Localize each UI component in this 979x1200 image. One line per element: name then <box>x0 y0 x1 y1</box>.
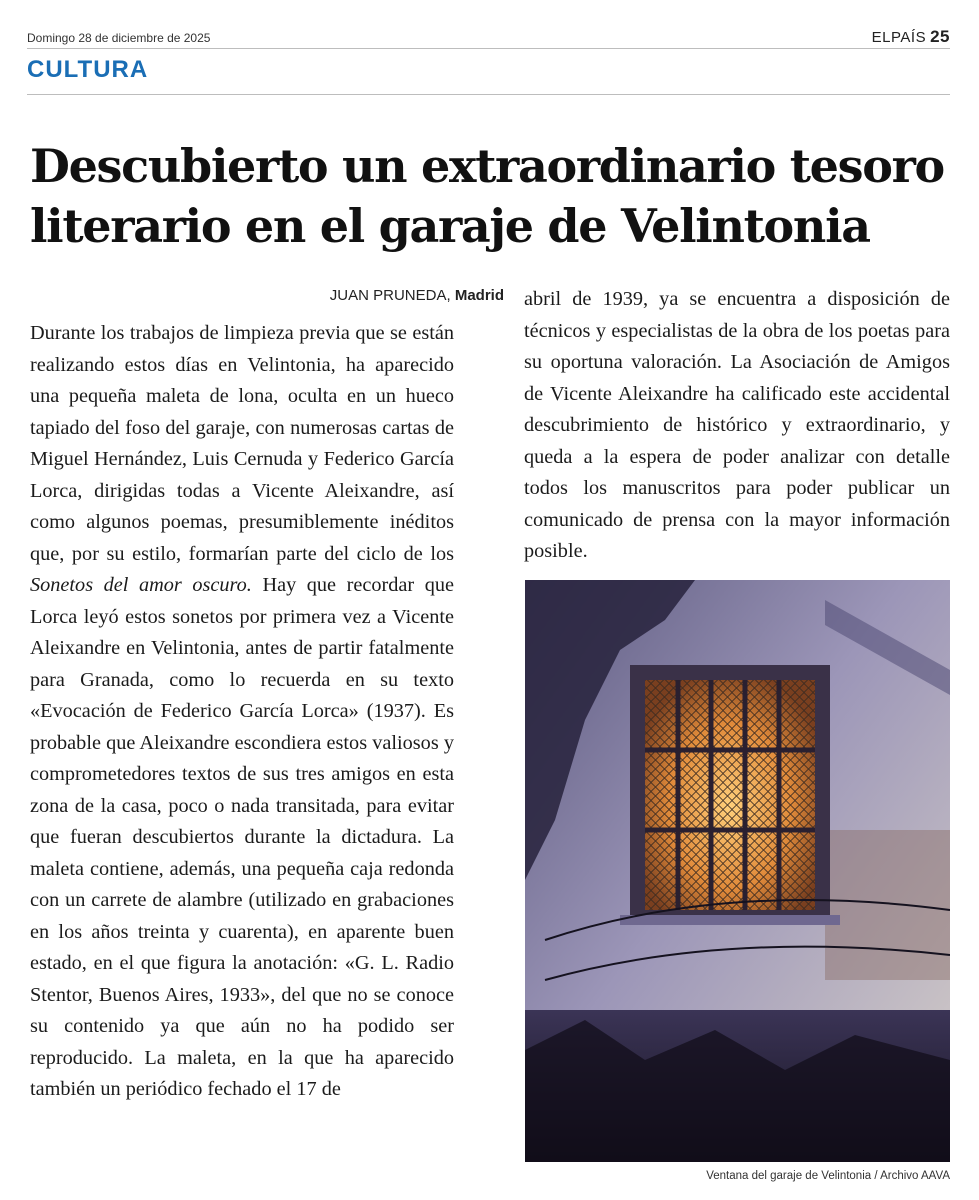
window-sill <box>620 915 840 925</box>
article-photo <box>525 580 950 1162</box>
headline-line-2: literario en el garaje de Velintonia <box>30 199 870 253</box>
publication-date: Domingo 28 de diciembre de 2025 <box>27 31 211 45</box>
body-text-3: abril de 1939, ya se encuentra a disposición de técnicos y especialistas de la obra de los poetas para su oportuna valoración. La Asociación de Amigos de Vicente Aleixandre ha calificado este accidental descubrimiento de histórico y extraordinario, y queda a la espera de poder analizar con detalle todos los manuscritos para poder publicar un comunicado de prensa con la mayor información posible. <box>524 288 950 562</box>
article-column-2 <box>524 284 950 568</box>
section-rule <box>27 94 950 95</box>
body-text-2: Hay que recordar que Lorca leyó estos sonetos por primera vez a Vicente Aleixandre en Velintonia, antes de partir fatalmente para Granada, como lo recuerda en su texto «Evocación de Federico García Lorca» (1937). Es probable que Aleixandre escondiera estos valiosos y comprometedores textos de sus tres amigos en esta zona de la casa, poco o nada transitada, para evitar que fueran descubiertos durante la dictadura. La maleta contiene, además, una pequeña caja redonda con un carrete de alambre (utilizado en grabaciones en los años treinta y cuarenta), en aparente buen estado, en el que figura la anotación: «G. L. Radio Stentor, Buenos Aires, 1933», del que no se conoce su contenido ya que aún no ha podido ser reproducido. La maleta, en la que ha aparecido también un periódico fechado el 17 de <box>30 574 454 1100</box>
byline <box>330 287 504 304</box>
headline-line-1: Descubierto un extraordinario tesoro <box>30 139 944 193</box>
masthead <box>872 27 950 47</box>
italic-title: Sonetos del amor oscuro. <box>30 574 252 596</box>
article-column-1 <box>30 318 454 1106</box>
body-text-1: Durante los trabajos de limpieza previa que se están realizando estos días en Velintonia, ha aparecido una pequeña maleta de lona, oculta en un hueco tapiado del foso del garaje, con numerosas cartas de Miguel Hernández, Luis Cernuda y Federico García Lorca, dirigidas todas a Vicente Aleixandre, así como algunos poemas, presumiblemente inéditos que, por su estilo, formarían parte del ciclo de los <box>30 322 454 565</box>
window-mesh <box>645 680 815 910</box>
brick-patch <box>825 830 950 980</box>
newspaper-name: ELPAÍS <box>871 29 927 46</box>
headline <box>30 136 960 256</box>
page-header <box>27 27 950 49</box>
page-number: 25 <box>930 27 950 46</box>
header-rule <box>27 48 950 49</box>
section-label: CULTURA <box>27 56 149 83</box>
byline-location: Madrid <box>454 287 504 304</box>
photo-caption: Ventana del garaje de Velintonia / Archivo AAVA <box>706 1170 950 1182</box>
byline-author: JUAN PRUNEDA, <box>329 287 451 304</box>
